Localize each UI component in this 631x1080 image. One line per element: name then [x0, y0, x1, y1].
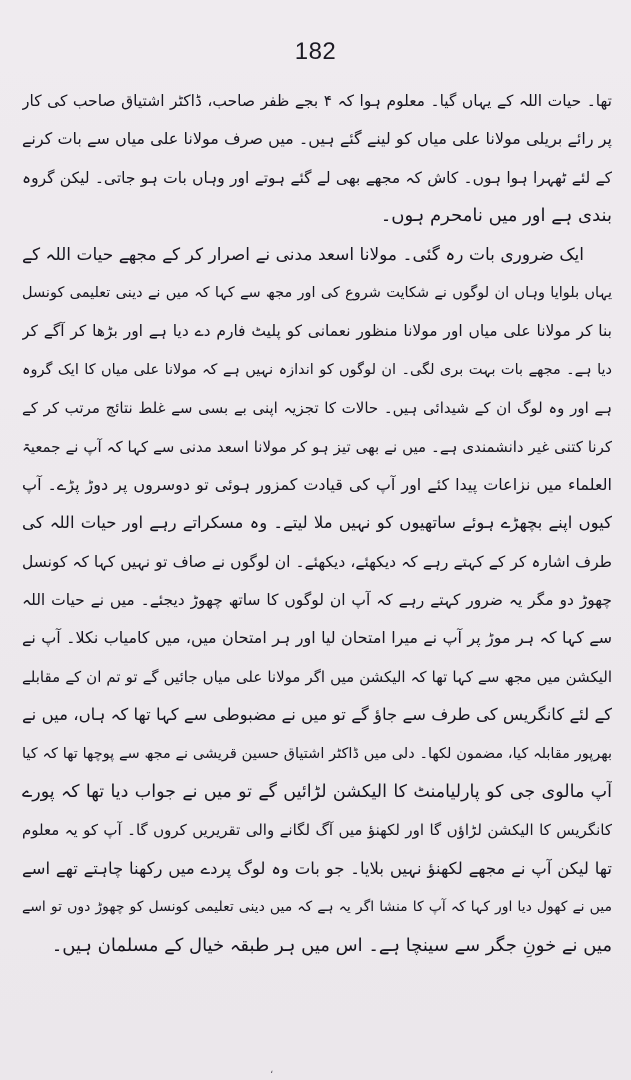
text-line: الیکشن میں مجھ سے کہا تھا کہ الیکشن میں اگر مولانا علی میاں جائیں گے تو تم ان کے مقابلے — [22, 667, 612, 686]
text-line: ہے اور وہ لوگ ان کے شیدائی ہیں۔ حالات کا تجزیہ اپنی بے بسی سے غلط نتائج مرتب کر کے — [22, 399, 612, 418]
body-text — [22, 82, 612, 965]
text-line: کیوں اپنے بچھڑے ہوئے ساتھیوں کو نہیں ملا لیتے۔ وہ مسکراتے رہے اور حیات اللہ کی — [22, 513, 612, 533]
text-line: کے لئے ٹھہرا ہوا ہوں۔ کاش کہ مجھے بھی لے گئے ہوتے اور وہاں بات ہو جاتی۔ لیکن گروہ — [22, 168, 612, 187]
text-line: طرف اشارہ کر کے کہتے رہے کہ دیکھئے، دیکھئے۔ ان لوگوں نے صاف تو نہیں کہا کہ کونسل — [22, 552, 612, 571]
text-line: میں نے خونِ جگر سے سینچا ہے۔ اس میں ہر طبقہ خیال کے مسلمان ہیں۔ — [51, 934, 612, 956]
paragraph-start-line: ایک ضروری بات رہ گئی۔ مولانا اسعد مدنی نے اصرار کر کے مجھے حیات اللہ کے — [22, 244, 584, 265]
text-line: میں نے کھول دیا اور کہا کہ آپ کا منشا اگر یہ ہے کہ میں دینی تعلیمی کونسل کو چھوڑ دوں تو اسے — [22, 899, 612, 916]
text-line: یہاں بلوایا وہاں ان لوگوں نے شکایت شروع کی اور مجھ سے کہا کہ میں نے دینی تعلیمی کونسل — [22, 284, 612, 301]
text-line: دیا ہے۔ مجھے بات بہت بری لگی۔ ان لوگوں کو اندازہ نہیں ہے کہ مولانا علی میاں کا ایک گروہ — [22, 361, 612, 378]
text-line: آپ مالوی جی کو پارلیامنٹ کا الیکشن لڑائیں گے تو میں نے جواب دیا تھا کہ پورے — [22, 782, 612, 803]
text-line: بنا کر مولانا علی میاں اور مولانا منظور نعمانی کو پلیٹ فارم دے دیا ہے اور بڑھا کر آگے کر — [22, 322, 612, 341]
page-number: 182 — [294, 38, 337, 65]
text-line: کرنا کتنی غیر دانشمندی ہے۔ میں نے بھی تیز ہو کر مولانا اسعد مدنی سے کہا کہ آپ نے جمعیۃ — [22, 437, 612, 456]
footer-mark: ، — [270, 1065, 274, 1076]
text-line: العلماء میں نزاعات پیدا کئے اور آپ کی قیادت کمزور ہوئی تو دوسروں پر دوڑ پڑے۔ آپ — [22, 474, 612, 494]
text-line: بھرپور مقابلہ کیا، مضمون لکھا۔ دلی میں ڈاکٹر اشتیاق حسین قریشی نے مجھ سے پوچھا تھا کہ کیا — [22, 745, 612, 762]
text-line: کے لئے کانگریس کی طرف سے جاؤ گے تو میں نے مضبوطی سے کہا تھا کہ ہاں، میں نے — [22, 705, 612, 725]
text-line: سے کہا کہ ہر موڑ پر آپ نے میرا امتحان لیا اور ہر امتحان میں، میں کامیاب نکلا۔ آپ نے — [22, 628, 612, 648]
text-line: تھا لیکن آپ نے مجھے لکھنؤ نہیں بلایا۔ جو بات وہ لوگ پردے میں رکھنا چاہتے تھے اسے — [22, 858, 612, 878]
text-line: پر رائے بریلی مولانا علی میاں کو لینے گئے ہیں۔ میں صرف مولانا علی میاں سے بات کرنے — [22, 129, 612, 149]
text-line: تھا۔ حیات اللہ کے یہاں گیا۔ معلوم ہوا کہ ۴ بجے ظفر صاحب، ڈاکٹر اشتیاق صاحب کی کار — [22, 92, 612, 110]
text-line: بندی ہے اور میں نامحرم ہوں۔ — [380, 205, 612, 227]
text-line: کانگریس کا الیکشن لڑاؤں گا اور لکھنؤ میں آگ لگانے والی تقریریں کروں گا۔ آپ کو یہ معلوم — [22, 821, 612, 840]
text-line: چھوڑ دو مگر یہ ضرور کہتے رہے کہ آپ ان لوگوں کا ساتھ چھوڑ دیجئے۔ میں نے حیات اللہ — [22, 591, 612, 610]
